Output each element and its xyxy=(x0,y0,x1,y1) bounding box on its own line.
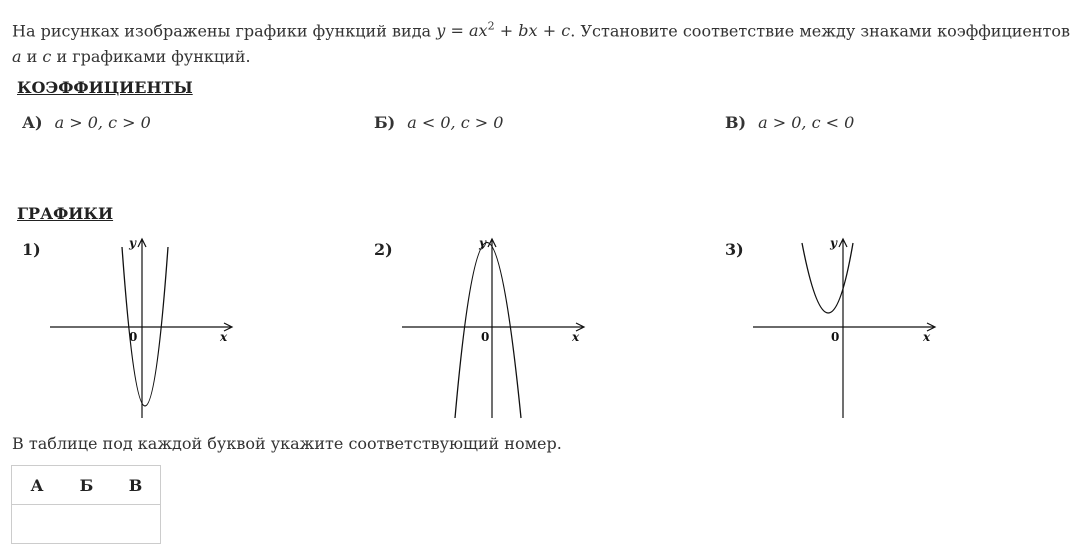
coefficient-option-v: В) a > 0, c < 0 xyxy=(725,113,855,132)
x-axis-label: x xyxy=(923,330,931,344)
instruction-text: В таблице под каждой буквой укажите соответствующий номер. xyxy=(12,434,562,453)
answer-cell-b[interactable] xyxy=(62,505,111,544)
origin-label: 0 xyxy=(831,330,840,344)
origin-label: 0 xyxy=(129,330,138,344)
coefficient-a: a xyxy=(12,47,22,67)
graph-3 xyxy=(748,235,943,420)
graphs-heading: ГРАФИКИ xyxy=(17,204,114,223)
answer-table-header xyxy=(12,466,161,505)
coefficients-heading: КОЭФФИЦИЕНТЫ xyxy=(17,78,193,97)
answer-header-b: Б xyxy=(62,466,111,505)
answer-cell-v[interactable] xyxy=(111,505,161,544)
coefficient-c: c xyxy=(42,47,52,67)
answer-table-row xyxy=(12,505,161,544)
graph-2 xyxy=(397,235,592,420)
formula: $y = ax^2$ + bx + c xyxy=(436,20,571,41)
answer-table xyxy=(11,465,161,544)
answer-cell-a[interactable] xyxy=(12,505,63,544)
graph-label-3: 3) xyxy=(725,240,744,259)
statement-text: На рисунках изображены графики функций вида xyxy=(12,21,437,41)
answer-header-a: А xyxy=(12,466,63,505)
graph-1 xyxy=(45,235,240,420)
y-axis-label: y xyxy=(830,236,837,250)
task-statement: На рисунках изображены графики функций вида $y = ax^2$ + bx + c. Установите соответствие между знаками коэффициентов a и c и графиками функций. xyxy=(12,20,1071,67)
y-axis-label: y xyxy=(129,236,136,250)
graph-label-2: 2) xyxy=(374,240,393,259)
x-axis-label: x xyxy=(220,330,228,344)
statement-text: и графиками функций. xyxy=(51,47,251,67)
parabola-curve xyxy=(802,243,853,313)
coefficient-option-a: А) a > 0, c > 0 xyxy=(22,113,151,132)
coefficient-option-b: Б) a < 0, c > 0 xyxy=(374,113,504,132)
answer-header-v: В xyxy=(111,466,161,505)
y-axis-label: y xyxy=(479,236,486,250)
origin-label: 0 xyxy=(481,330,490,344)
statement-text: . Установите соответствие между знаками коэффициентов xyxy=(570,21,1071,41)
x-axis-label: x xyxy=(572,330,580,344)
graph-label-1: 1) xyxy=(22,240,41,259)
